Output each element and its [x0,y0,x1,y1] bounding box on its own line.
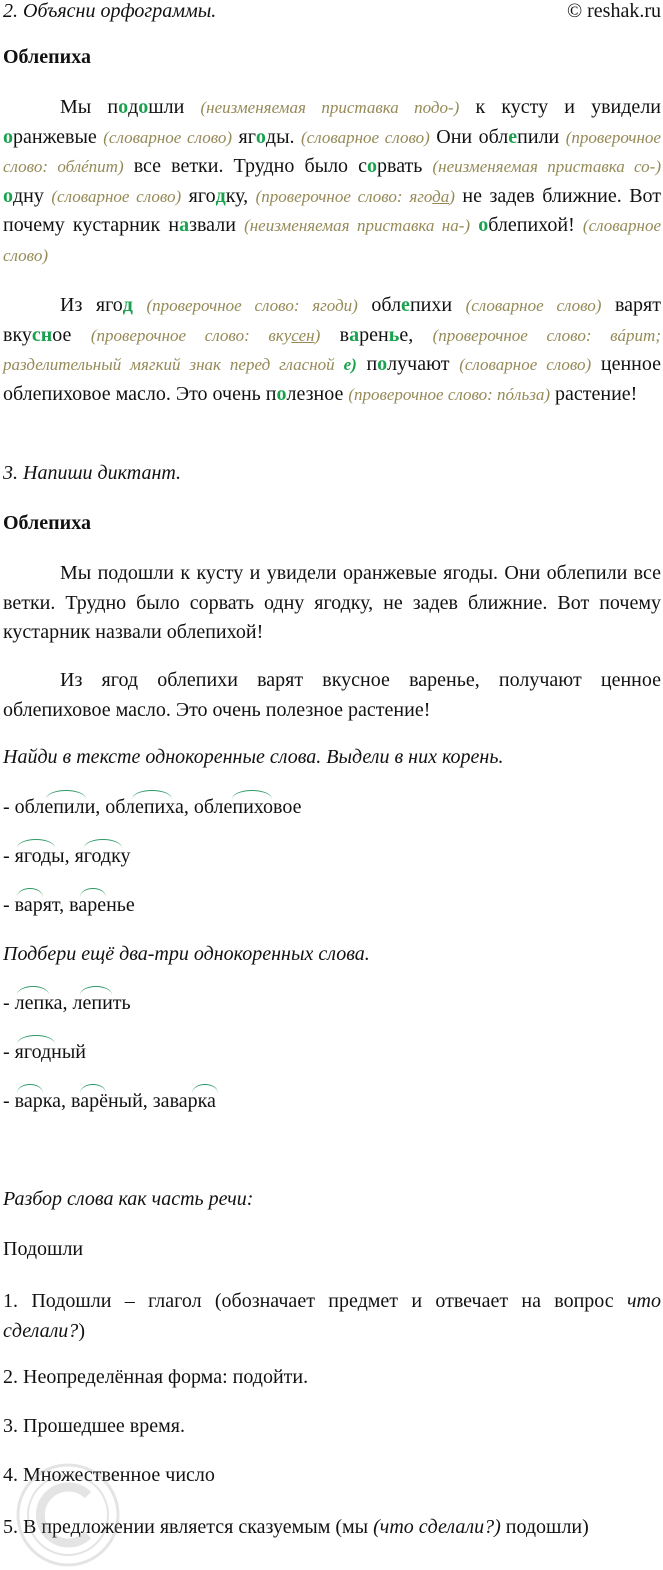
segment [470,214,478,236]
root-arc [232,790,272,799]
segment: шли [148,96,201,118]
roots-task: Найди в тексте однокоренные слова. Выдели в них корень. [3,746,504,768]
segment: а [349,323,360,346]
root-arc [84,839,122,848]
root-arc [46,790,86,799]
segment: (неизменяемая приставка подо-) [200,98,460,117]
segment: лезное [286,382,349,405]
segment: е, [399,323,433,346]
section2-heading: Облепиха [3,512,91,534]
segment: (проверочное слово: ягоди) [146,296,358,315]
segment: а [179,214,190,237]
segment [133,294,147,316]
more-line-2: - ягодный [3,1041,87,1063]
segment: блепихой! [488,214,583,237]
segment: (неизменяемая приставка со-) [432,157,662,177]
root-arc [17,1035,55,1044]
root-arc [132,790,172,799]
root-arc [17,839,55,848]
parse-item-1: 1. Подошли – глагол (обозначает предмет и отвечает на вопрос что сделали?) [3,1290,661,1342]
root-arc [17,1084,43,1093]
root-arc [17,986,49,995]
segment: е) [343,355,357,375]
roots-line-3: - варят, варенье [3,894,135,916]
segment: к кусту и увидели [459,96,661,118]
more-task: Подбери ещё два-три однокоренных слова. [3,943,370,965]
dictation-paragraph-1: Мы подошли к кусту и увидели оранжевые ягоды. Они облепили все ветки. Трудно было сорвать одну ягодку, не задев ближние. Вот почему кустарник назвали облепихой! [3,562,661,644]
segment: о [276,382,287,405]
segment: о [478,214,489,237]
parse-item-5: 5. В предложении является сказуемым (мы (что сделали?) подошли) [3,1516,589,1538]
segment: п [356,353,378,376]
segment: ь [388,323,400,346]
segment: е [508,125,518,148]
parse-item-3: 3. Прошедшее время. [3,1415,185,1437]
watermark-logo [8,1420,158,1570]
segment: рен [359,323,389,346]
parse-title: Разбор слова как часть речи: [3,1188,254,1210]
task-2-title: 2. Объясни орфограммы. [3,0,217,22]
more-line-3: - варка, варёный, заварка [3,1090,216,1112]
segment: в [320,323,350,346]
segment: ое [52,323,91,346]
section1-paragraph-1 [3,93,661,271]
segment: да [432,186,450,206]
segment: ценное облепиховое масло. Это очень п [3,353,661,405]
roots-line-1: - облепили, облепиха, облепиховое [3,796,302,818]
segment: Они обл [429,125,509,148]
more-line-1: - лепка, лепить [3,992,131,1014]
segment: пили [517,125,566,148]
segment: растение! [550,382,638,405]
segment: ранжевые [13,125,104,148]
segment: (словарное слово) [301,127,430,147]
segment: (словарное слово) [51,186,182,206]
segment: о [255,125,266,148]
segment: все ветки. Трудно было с [123,155,368,178]
segment: звали [189,214,245,237]
root-arc [80,1084,106,1093]
segment: (словарное слово) [103,127,233,147]
task-3-title: 3. Напиши диктант. [3,462,182,484]
segment: о [3,184,13,207]
parse-item-4: 4. Множественное число [3,1464,215,1486]
segment: ку, [225,184,256,207]
segment: (проверочное слово: пóльза) [348,384,550,404]
roots-line-2: - ягоды, ягодку [3,845,131,867]
segment: сен [291,325,315,345]
segment: (неизменяемая приставка на-) [244,216,471,236]
segment: д [215,184,226,207]
segment: лучают [387,353,460,376]
root-arc [17,888,43,897]
parse-item-2: 2. Неопределённая форма: подойти. [3,1366,309,1388]
root-arc [192,1084,218,1093]
segment: о [138,96,149,118]
parse-word: Подошли [3,1238,84,1260]
segment: ) [314,325,321,345]
segment: не задев ближние. Вот почему кустарник н [3,184,662,237]
segment: ) [449,186,455,206]
segment: д [122,294,133,316]
segment: о [377,353,388,376]
segment: сн [31,323,53,346]
segment: дну [13,184,52,207]
segment: (словарное слово) [465,296,602,315]
section1-paragraph-2 [3,291,661,409]
segment: (проверочное слово: вáрит; разделительный мягкий знак перед гласной [3,325,661,375]
copyright-label: © reshak.ru [566,0,661,22]
segment: яг [232,125,256,148]
segment: обл [357,294,402,316]
segment: ды. [265,125,302,148]
segment: Из яго [60,294,123,316]
segment: о [118,96,129,118]
root-arc [80,986,112,995]
segment: (проверочное слово: яго [255,186,433,206]
segment: яго [181,184,216,207]
segment: (проверочное слово: вку [90,325,292,345]
segment: д [128,96,139,118]
segment: (словарное слово) [3,216,661,265]
segment: Мы п [60,96,119,118]
segment: о [367,155,378,178]
root-arc [80,888,106,897]
segment: е [401,294,410,316]
dictation-paragraph-2: Из ягод облепихи варят вкусное варенье, получают ценное облепиховое масло. Это очень полезное растение! [3,669,661,721]
segment: рвать [377,155,433,178]
segment: пихи [409,294,466,316]
segment: (проверочное слово: облéпит) [3,127,661,177]
section1-heading: Облепиха [3,46,91,68]
segment: варят вку [3,294,661,346]
segment: (словарное слово) [459,355,592,375]
top-line [0,0,663,30]
segment: о [3,125,13,148]
